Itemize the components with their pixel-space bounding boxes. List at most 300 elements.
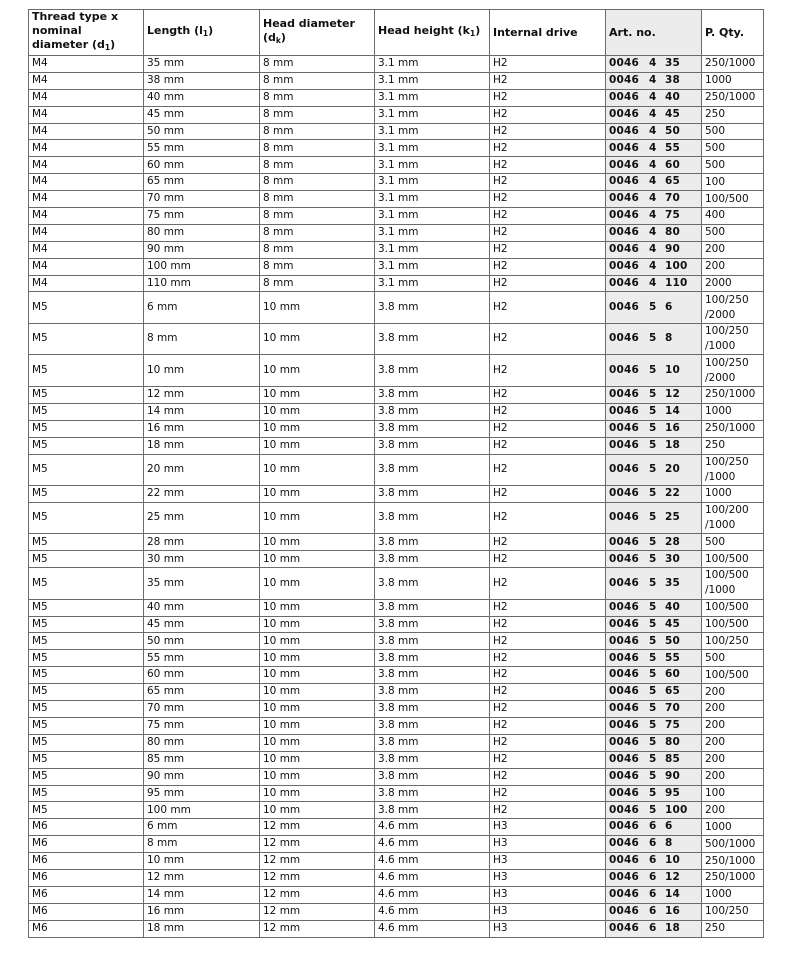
- cell-pack-qty: 1000: [702, 403, 764, 420]
- cell-length: 65 mm: [144, 684, 260, 701]
- cell-head-diameter: 10 mm: [260, 667, 375, 684]
- table-row: [29, 386, 764, 403]
- table-row: [29, 920, 764, 937]
- cell-art-no: [606, 599, 702, 616]
- art-no-part: 5: [649, 421, 657, 434]
- cell-head-diameter: 10 mm: [260, 551, 375, 568]
- cell-internal-drive: H2: [490, 72, 606, 89]
- cell-art-no: [606, 802, 702, 819]
- art-no-part: 45: [665, 107, 681, 120]
- header-subscript: 1: [470, 29, 476, 38]
- header-text: P. Qty.: [705, 25, 744, 39]
- table-row: [29, 568, 764, 600]
- cell-head-diameter: 10 mm: [260, 701, 375, 718]
- cell-internal-drive: H2: [490, 123, 606, 140]
- cell-internal-drive: H2: [490, 616, 606, 633]
- cell-art-no: [606, 701, 702, 718]
- art-no-part: 5: [649, 487, 657, 500]
- cell-internal-drive: H2: [490, 802, 606, 819]
- cell-internal-drive: H2: [490, 386, 606, 403]
- cell-art-no: [606, 551, 702, 568]
- art-no-part: 0046: [609, 854, 640, 867]
- art-no-part: 0046: [609, 786, 640, 799]
- art-no-part: 0046: [609, 300, 640, 313]
- cell-length: 12 mm: [144, 386, 260, 403]
- cell-art-no: [606, 920, 702, 937]
- art-no-part: 4: [649, 175, 657, 188]
- cell-length: 90 mm: [144, 241, 260, 258]
- table-row: [29, 72, 764, 89]
- cell-head-height: 3.8 mm: [375, 292, 490, 324]
- table-row: [29, 355, 764, 387]
- cell-internal-drive: H2: [490, 633, 606, 650]
- cell-internal-drive: H3: [490, 853, 606, 870]
- cell-internal-drive: H2: [490, 701, 606, 718]
- art-no-part: 0046: [609, 175, 640, 188]
- cell-head-diameter: 10 mm: [260, 599, 375, 616]
- cell-head-diameter: 12 mm: [260, 853, 375, 870]
- cell-length: 80 mm: [144, 224, 260, 241]
- cell-art-no: [606, 208, 702, 225]
- cell-head-height: 4.6 mm: [375, 836, 490, 853]
- art-no-part: 0046: [609, 363, 640, 376]
- art-no-part: 95: [665, 786, 681, 799]
- cell-art-no: [606, 650, 702, 667]
- cell-pack-qty: 250: [702, 106, 764, 123]
- cell-pack-qty: 2000: [702, 275, 764, 292]
- cell-art-no: [606, 224, 702, 241]
- cell-thread: M5: [29, 454, 144, 486]
- cell-art-no: [606, 486, 702, 503]
- cell-pack-qty: 100/200 /1000: [702, 502, 764, 534]
- cell-thread: M5: [29, 667, 144, 684]
- cell-head-diameter: 10 mm: [260, 502, 375, 534]
- cell-internal-drive: H2: [490, 157, 606, 174]
- cell-length: 60 mm: [144, 157, 260, 174]
- cell-head-height: 3.8 mm: [375, 751, 490, 768]
- cell-length: 40 mm: [144, 89, 260, 106]
- cell-head-diameter: 10 mm: [260, 717, 375, 734]
- art-no-part: 100: [665, 259, 688, 272]
- cell-length: 6 mm: [144, 292, 260, 324]
- art-no-part: 0046: [609, 421, 640, 434]
- art-no-part: 4: [649, 209, 657, 222]
- cell-head-diameter: 10 mm: [260, 616, 375, 633]
- art-no-part: 85: [665, 752, 681, 765]
- art-no-part: 0046: [609, 576, 640, 589]
- art-no-part: 0046: [609, 752, 640, 765]
- cell-length: 75 mm: [144, 208, 260, 225]
- table-row: [29, 667, 764, 684]
- cell-pack-qty: 500: [702, 123, 764, 140]
- table-body: [29, 56, 764, 938]
- cell-length: 55 mm: [144, 140, 260, 157]
- cell-head-height: 3.8 mm: [375, 534, 490, 551]
- table-row: [29, 751, 764, 768]
- art-no-part: 0046: [609, 463, 640, 476]
- cell-pack-qty: 100/250 /1000: [702, 454, 764, 486]
- cell-head-height: 3.1 mm: [375, 140, 490, 157]
- cell-length: 14 mm: [144, 403, 260, 420]
- art-no-part: 5: [649, 719, 657, 732]
- art-no-part: 20: [665, 463, 681, 476]
- art-no-part: 0046: [609, 438, 640, 451]
- cell-length: 6 mm: [144, 819, 260, 836]
- cell-art-no: [606, 106, 702, 123]
- cell-head-diameter: 10 mm: [260, 633, 375, 650]
- table-row: [29, 551, 764, 568]
- art-no-part: 0046: [609, 226, 640, 239]
- cell-art-no: [606, 355, 702, 387]
- art-no-part: 4: [649, 107, 657, 120]
- cell-internal-drive: H2: [490, 89, 606, 106]
- cell-head-height: 3.8 mm: [375, 599, 490, 616]
- cell-length: 85 mm: [144, 751, 260, 768]
- cell-head-diameter: 10 mm: [260, 534, 375, 551]
- cell-head-diameter: 10 mm: [260, 650, 375, 667]
- cell-length: 95 mm: [144, 785, 260, 802]
- cell-head-height: 3.1 mm: [375, 89, 490, 106]
- art-no-part: 0046: [609, 535, 640, 548]
- art-no-part: 80: [665, 736, 681, 749]
- cell-head-height: 3.8 mm: [375, 323, 490, 355]
- cell-head-height: 4.6 mm: [375, 903, 490, 920]
- table-row: [29, 903, 764, 920]
- cell-pack-qty: 100/500: [702, 616, 764, 633]
- art-no-part: 0046: [609, 74, 640, 87]
- cell-internal-drive: H2: [490, 420, 606, 437]
- cell-thread: M5: [29, 701, 144, 718]
- cell-thread: M5: [29, 650, 144, 667]
- art-no-part: 5: [649, 576, 657, 589]
- cell-head-diameter: 10 mm: [260, 768, 375, 785]
- cell-pack-qty: 200: [702, 258, 764, 275]
- cell-thread: M4: [29, 258, 144, 275]
- art-no-part: 5: [649, 668, 657, 681]
- cell-head-diameter: 8 mm: [260, 241, 375, 258]
- cell-art-no: [606, 174, 702, 191]
- art-no-part: 0046: [609, 820, 640, 833]
- table-row: [29, 684, 764, 701]
- cell-internal-drive: H2: [490, 106, 606, 123]
- art-no-part: 65: [665, 685, 681, 698]
- cell-pack-qty: 100/500: [702, 667, 764, 684]
- cell-art-no: [606, 437, 702, 454]
- art-no-part: 80: [665, 226, 681, 239]
- cell-pack-qty: 250/1000: [702, 56, 764, 73]
- art-no-part: 0046: [609, 617, 640, 630]
- table-row: [29, 819, 764, 836]
- cell-head-height: 4.6 mm: [375, 869, 490, 886]
- cell-head-height: 4.6 mm: [375, 920, 490, 937]
- cell-internal-drive: H3: [490, 869, 606, 886]
- art-no-part: 5: [649, 552, 657, 565]
- table-row: [29, 89, 764, 106]
- cell-thread: M4: [29, 123, 144, 140]
- cell-pack-qty: 100/250 /2000: [702, 292, 764, 324]
- header-text: Internal drive: [493, 25, 578, 39]
- art-no-part: 4: [649, 226, 657, 239]
- cell-thread: M5: [29, 633, 144, 650]
- art-no-part: 30: [665, 552, 681, 565]
- art-no-part: 6: [649, 921, 657, 934]
- cell-length: 40 mm: [144, 599, 260, 616]
- cell-internal-drive: H2: [490, 599, 606, 616]
- cell-length: 14 mm: [144, 886, 260, 903]
- header-length: [144, 10, 260, 56]
- cell-head-height: 3.8 mm: [375, 551, 490, 568]
- cell-head-height: 3.1 mm: [375, 157, 490, 174]
- art-no-part: 8: [665, 332, 673, 345]
- cell-head-height: 3.8 mm: [375, 802, 490, 819]
- cell-head-height: 3.8 mm: [375, 568, 490, 600]
- cell-art-no: [606, 534, 702, 551]
- art-no-part: 5: [649, 463, 657, 476]
- cell-art-no: [606, 819, 702, 836]
- cell-art-no: [606, 684, 702, 701]
- cell-internal-drive: H2: [490, 534, 606, 551]
- cell-head-diameter: 10 mm: [260, 568, 375, 600]
- cell-internal-drive: H2: [490, 323, 606, 355]
- cell-head-diameter: 8 mm: [260, 191, 375, 208]
- cell-head-height: 3.8 mm: [375, 785, 490, 802]
- header-subscript: 1: [202, 29, 209, 38]
- cell-head-diameter: 10 mm: [260, 454, 375, 486]
- art-no-part: 35: [665, 57, 681, 70]
- art-no-part: 35: [665, 576, 681, 589]
- cell-head-diameter: 10 mm: [260, 403, 375, 420]
- cell-head-height: 4.6 mm: [375, 819, 490, 836]
- art-no-part: 4: [649, 158, 657, 171]
- header-art-no: [606, 10, 702, 56]
- art-no-part: 4: [649, 124, 657, 137]
- art-no-part: 6: [649, 854, 657, 867]
- cell-internal-drive: H3: [490, 920, 606, 937]
- cell-head-diameter: 10 mm: [260, 802, 375, 819]
- cell-thread: M6: [29, 903, 144, 920]
- cell-art-no: [606, 903, 702, 920]
- cell-art-no: [606, 140, 702, 157]
- cell-pack-qty: 100/500: [702, 191, 764, 208]
- art-no-part: 5: [649, 786, 657, 799]
- cell-length: 35 mm: [144, 56, 260, 73]
- cell-thread: M5: [29, 292, 144, 324]
- cell-pack-qty: 100/500: [702, 599, 764, 616]
- art-no-part: 25: [665, 511, 681, 524]
- art-no-part: 90: [665, 769, 681, 782]
- art-no-part: 0046: [609, 90, 640, 103]
- cell-art-no: [606, 886, 702, 903]
- cell-head-height: 3.8 mm: [375, 717, 490, 734]
- cell-head-diameter: 10 mm: [260, 292, 375, 324]
- cell-length: 22 mm: [144, 486, 260, 503]
- art-no-part: 0046: [609, 634, 640, 647]
- cell-pack-qty: 1000: [702, 886, 764, 903]
- cell-length: 60 mm: [144, 667, 260, 684]
- cell-pack-qty: 100: [702, 785, 764, 802]
- cell-internal-drive: H2: [490, 56, 606, 73]
- art-no-part: 5: [649, 535, 657, 548]
- cell-art-no: [606, 836, 702, 853]
- cell-head-diameter: 10 mm: [260, 355, 375, 387]
- cell-thread: M4: [29, 275, 144, 292]
- cell-pack-qty: 250/1000: [702, 89, 764, 106]
- cell-head-diameter: 8 mm: [260, 174, 375, 191]
- header-suffix: ): [208, 24, 214, 37]
- cell-thread: M4: [29, 72, 144, 89]
- cell-art-no: [606, 616, 702, 633]
- cell-head-height: 3.1 mm: [375, 208, 490, 225]
- header-subscript: k: [275, 36, 281, 45]
- cell-thread: M4: [29, 56, 144, 73]
- header-suffix: ): [110, 38, 116, 51]
- cell-length: 70 mm: [144, 701, 260, 718]
- cell-pack-qty: 1000: [702, 819, 764, 836]
- art-no-part: 14: [665, 888, 681, 901]
- art-no-part: 16: [665, 904, 681, 917]
- cell-art-no: [606, 275, 702, 292]
- art-no-part: 8: [665, 837, 673, 850]
- cell-length: 20 mm: [144, 454, 260, 486]
- art-no-part: 6: [649, 904, 657, 917]
- table-row: [29, 836, 764, 853]
- art-no-part: 5: [649, 736, 657, 749]
- art-no-part: 6: [665, 300, 673, 313]
- art-no-part: 75: [665, 209, 681, 222]
- cell-head-diameter: 10 mm: [260, 734, 375, 751]
- art-no-part: 4: [649, 74, 657, 87]
- cell-internal-drive: H3: [490, 903, 606, 920]
- table-row: [29, 616, 764, 633]
- cell-pack-qty: 500: [702, 534, 764, 551]
- table-row: [29, 717, 764, 734]
- cell-head-height: 3.8 mm: [375, 734, 490, 751]
- cell-art-no: [606, 323, 702, 355]
- cell-head-height: 3.1 mm: [375, 224, 490, 241]
- cell-length: 8 mm: [144, 836, 260, 853]
- cell-length: 38 mm: [144, 72, 260, 89]
- cell-head-diameter: 10 mm: [260, 437, 375, 454]
- art-no-part: 60: [665, 158, 681, 171]
- cell-head-height: 3.8 mm: [375, 701, 490, 718]
- cell-head-height: 3.8 mm: [375, 684, 490, 701]
- cell-head-height: 3.1 mm: [375, 56, 490, 73]
- art-no-part: 40: [665, 600, 681, 613]
- art-no-part: 4: [649, 276, 657, 289]
- cell-thread: M6: [29, 819, 144, 836]
- art-no-part: 28: [665, 535, 681, 548]
- art-no-part: 100: [665, 803, 688, 816]
- cell-head-diameter: 8 mm: [260, 140, 375, 157]
- cell-thread: M5: [29, 684, 144, 701]
- art-no-part: 0046: [609, 871, 640, 884]
- art-no-part: 0046: [609, 124, 640, 137]
- cell-pack-qty: 500: [702, 224, 764, 241]
- table-row: [29, 454, 764, 486]
- table-row: [29, 258, 764, 275]
- cell-internal-drive: H2: [490, 403, 606, 420]
- cell-head-height: 3.1 mm: [375, 106, 490, 123]
- cell-art-no: [606, 89, 702, 106]
- cell-head-diameter: 12 mm: [260, 903, 375, 920]
- cell-head-height: 3.1 mm: [375, 191, 490, 208]
- cell-length: 18 mm: [144, 920, 260, 937]
- art-no-part: 5: [649, 511, 657, 524]
- table-row: [29, 56, 764, 73]
- cell-internal-drive: H2: [490, 224, 606, 241]
- cell-length: 35 mm: [144, 568, 260, 600]
- art-no-part: 0046: [609, 921, 640, 934]
- cell-art-no: [606, 191, 702, 208]
- art-no-part: 0046: [609, 600, 640, 613]
- cell-internal-drive: H2: [490, 292, 606, 324]
- cell-thread: M5: [29, 599, 144, 616]
- art-no-part: 0046: [609, 685, 640, 698]
- cell-internal-drive: H2: [490, 751, 606, 768]
- cell-internal-drive: H3: [490, 886, 606, 903]
- cell-pack-qty: 200: [702, 717, 764, 734]
- art-no-part: 12: [665, 871, 681, 884]
- cell-pack-qty: 250/1000: [702, 420, 764, 437]
- table-row: [29, 420, 764, 437]
- cell-thread: M4: [29, 241, 144, 258]
- cell-thread: M4: [29, 174, 144, 191]
- cell-thread: M5: [29, 486, 144, 503]
- cell-length: 45 mm: [144, 106, 260, 123]
- cell-internal-drive: H2: [490, 667, 606, 684]
- cell-head-diameter: 12 mm: [260, 920, 375, 937]
- cell-pack-qty: 1000: [702, 486, 764, 503]
- art-no-part: 0046: [609, 668, 640, 681]
- cell-thread: M5: [29, 802, 144, 819]
- cell-head-diameter: 8 mm: [260, 56, 375, 73]
- cell-length: 30 mm: [144, 551, 260, 568]
- art-no-part: 40: [665, 90, 681, 103]
- cell-head-diameter: 10 mm: [260, 420, 375, 437]
- art-no-part: 18: [665, 921, 681, 934]
- table-row: [29, 869, 764, 886]
- table-row: [29, 224, 764, 241]
- art-no-part: 6: [649, 837, 657, 850]
- cell-pack-qty: 1000: [702, 72, 764, 89]
- cell-internal-drive: H2: [490, 734, 606, 751]
- cell-length: 16 mm: [144, 420, 260, 437]
- cell-head-height: 3.8 mm: [375, 486, 490, 503]
- table-row: [29, 437, 764, 454]
- art-no-part: 0046: [609, 769, 640, 782]
- cell-internal-drive: H2: [490, 258, 606, 275]
- cell-thread: M6: [29, 853, 144, 870]
- art-no-part: 14: [665, 405, 681, 418]
- cell-internal-drive: H2: [490, 684, 606, 701]
- cell-pack-qty: 500: [702, 140, 764, 157]
- cell-art-no: [606, 568, 702, 600]
- cell-thread: M6: [29, 920, 144, 937]
- art-no-part: 0046: [609, 276, 640, 289]
- header-text: Art. no.: [609, 25, 656, 39]
- cell-pack-qty: 250: [702, 920, 764, 937]
- art-no-part: 5: [649, 634, 657, 647]
- cell-thread: M5: [29, 420, 144, 437]
- art-no-part: 0046: [609, 192, 640, 205]
- art-no-part: 6: [665, 820, 673, 833]
- art-no-part: 0046: [609, 107, 640, 120]
- cell-art-no: [606, 751, 702, 768]
- cell-art-no: [606, 123, 702, 140]
- table-row: [29, 123, 764, 140]
- art-no-part: 6: [649, 888, 657, 901]
- header-head-height: [375, 10, 490, 56]
